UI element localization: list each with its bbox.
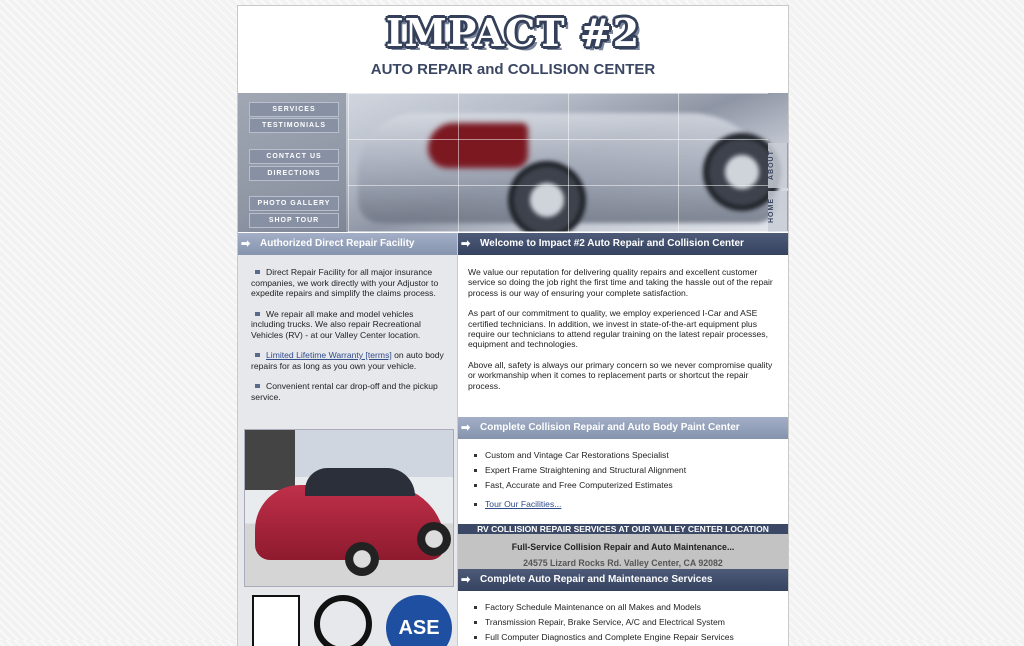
nav-panel xyxy=(238,93,346,232)
nav-services-button[interactable]: SERVICES xyxy=(249,102,339,117)
list-item xyxy=(251,309,447,341)
list-item-text: Convenient rental car drop-off and the pickup service. xyxy=(251,381,438,402)
tab-home[interactable]: HOME xyxy=(768,191,788,231)
hero-banner xyxy=(238,93,788,232)
site-logo[interactable]: IMPACT #2 xyxy=(385,10,641,55)
list-item-text: Direct Repair Facility for all major insurance companies, we work directly with your Adjustor to expedite repairs and simplify the claims process. xyxy=(251,267,439,298)
rv-address: 24575 Lizard Rocks Rd. Valley Center, CA 92082 xyxy=(523,558,723,568)
welcome-paragraph: As part of our commitment to quality, we employ experienced I-Car and ASE certified technicians. In addition, we invest in state-of-the-art equipment plus require our technicians to attend regular training on the latest repair processes, equipment and technologies. xyxy=(468,308,768,350)
right-column xyxy=(458,233,788,646)
banner-grid-overlay xyxy=(348,93,768,232)
tour-facilities-link[interactable]: Tour Our Facilities... xyxy=(485,499,562,509)
warranty-link[interactable]: Limited Lifetime Warranty [terms] xyxy=(266,350,392,360)
bullet-icon xyxy=(255,353,260,357)
page-container xyxy=(237,5,789,646)
list-item-text: Expert Frame Straightening and Structural Alignment xyxy=(485,465,687,475)
icar-logo xyxy=(314,595,372,646)
left-section-heading xyxy=(238,233,457,255)
left-bullet-list xyxy=(238,255,457,402)
nav-photo-gallery-button[interactable]: PHOTO GALLERY xyxy=(249,196,339,211)
bullet-icon xyxy=(255,270,260,274)
list-item-text: Fast, Accurate and Free Computerized Estimates xyxy=(485,480,673,490)
bullet-icon xyxy=(474,469,477,472)
left-heading-text: Authorized Direct Repair Facility xyxy=(260,238,415,249)
arrow-icon: ➡ xyxy=(241,238,251,250)
welcome-paragraph: We value our reputation for delivering quality repairs and excellent customer service so doing the job right the first time and taking the hassle out of the repair process is our way of ensuring your complete satisfaction. xyxy=(468,267,773,298)
list-item xyxy=(474,632,778,642)
list-item xyxy=(251,267,447,299)
rv-section-heading: RV COLLISION REPAIR SERVICES AT OUR VALLEY CENTER LOCATION xyxy=(458,524,788,534)
list-item xyxy=(474,617,778,627)
nav-testimonials-button[interactable]: TESTIMONIALS xyxy=(249,118,339,133)
collision-heading-text: Complete Collision Repair and Auto Body Paint Center xyxy=(480,422,740,433)
collision-list xyxy=(458,439,788,520)
bullet-icon xyxy=(255,312,260,316)
ase-logo: ASE xyxy=(386,595,452,646)
site-subtitle: AUTO REPAIR and COLLISION CENTER xyxy=(370,61,656,78)
welcome-text xyxy=(458,255,788,417)
bullet-icon xyxy=(255,384,260,388)
photo-car-window xyxy=(305,468,415,496)
list-item xyxy=(474,602,778,612)
red-car-photo xyxy=(244,429,454,587)
arrow-icon: ➡ xyxy=(461,574,471,586)
maintenance-section-heading xyxy=(458,569,788,591)
list-item xyxy=(251,381,447,402)
nav-directions-button[interactable]: DIRECTIONS xyxy=(249,166,339,181)
rv-info-box xyxy=(458,534,788,569)
photo-car-wheel xyxy=(345,542,379,576)
list-item-text: Custom and Vintage Car Restorations Specialist xyxy=(485,450,669,460)
list-item-text: on auto body repairs for as long as you own your vehicle. xyxy=(251,350,444,371)
bullet-icon xyxy=(474,606,477,609)
list-item xyxy=(251,350,447,371)
welcome-section-heading xyxy=(458,233,788,255)
site-header xyxy=(238,6,788,93)
nav-contact-button[interactable]: CONTACT US xyxy=(249,149,339,164)
collision-section-heading xyxy=(458,417,788,439)
bullet-icon xyxy=(474,503,477,506)
tab-about[interactable]: ABOUT xyxy=(768,143,788,188)
maintenance-heading-text: Complete Auto Repair and Maintenance Services xyxy=(480,574,713,585)
list-item-text: Full Computer Diagnostics and Complete Engine Repair Services xyxy=(485,632,734,642)
bullet-icon xyxy=(474,484,477,487)
photo-shop-door xyxy=(245,430,295,490)
list-item xyxy=(474,465,778,475)
nav-shop-tour-button[interactable]: SHOP TOUR xyxy=(249,213,339,228)
list-item xyxy=(474,480,778,490)
certification-logos xyxy=(244,595,452,646)
list-item-text: We repair all make and model vehicles including trucks. We also repair Recreational Vehicles (RV) - at our Valley Center location. xyxy=(251,308,421,340)
bbb-logo xyxy=(252,595,300,646)
list-item-text: Factory Schedule Maintenance on all Makes and Models xyxy=(485,602,701,612)
left-column xyxy=(238,233,458,646)
list-item-text: Transmission Repair, Brake Service, A/C and Electrical System xyxy=(485,617,725,627)
welcome-paragraph: Above all, safety is always our primary concern so we never compromise quality or workmanship when it comes to replacement parts or shortcut the repair process. xyxy=(468,359,773,391)
bullet-icon xyxy=(474,454,477,457)
photo-car-wheel xyxy=(417,522,451,556)
welcome-heading-text: Welcome to Impact #2 Auto Repair and Collision Center xyxy=(480,238,744,249)
arrow-icon: ➡ xyxy=(461,238,471,250)
maintenance-list xyxy=(458,591,788,642)
bullet-icon xyxy=(474,636,477,639)
arrow-icon: ➡ xyxy=(461,422,471,434)
bullet-icon xyxy=(474,621,477,624)
list-item xyxy=(474,450,778,460)
rv-line: Full-Service Collision Repair and Auto Maintenance... xyxy=(511,542,735,552)
list-item xyxy=(474,499,778,509)
